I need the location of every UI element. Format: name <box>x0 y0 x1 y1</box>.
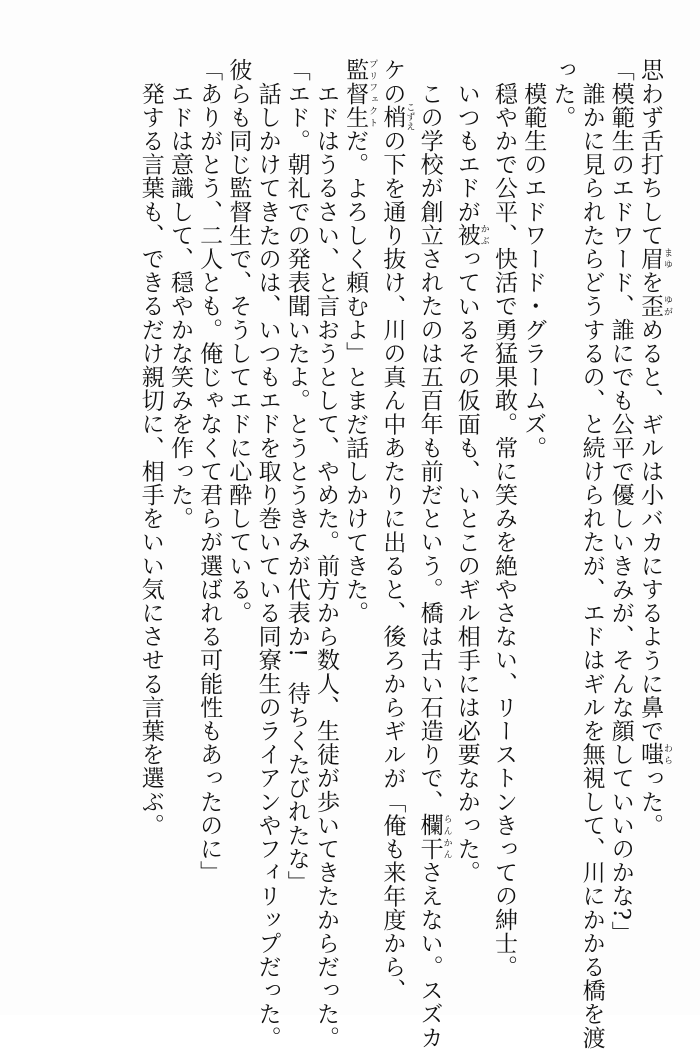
text-line <box>340 58 377 978</box>
text-run: この学校が創立されたのは五百年も前だという。橋は古い石造りで、 <box>416 58 443 814</box>
ruby-base: 眉 <box>637 246 663 271</box>
text-line <box>414 58 452 1049</box>
text-run: 模範生のエドワード・グラームズ。 <box>520 58 547 460</box>
text-line <box>194 58 223 978</box>
furigana-word <box>342 58 378 129</box>
text-line <box>165 58 194 978</box>
text-run: 思わず舌打ちして <box>637 58 663 247</box>
text-run: いつもエドが <box>453 58 480 224</box>
text-line <box>576 58 605 1049</box>
furigana-word <box>453 223 489 247</box>
text-line <box>377 58 415 1003</box>
text-line <box>452 58 489 978</box>
ruby-reading: かぶ <box>478 223 489 247</box>
text-run: を <box>637 270 663 295</box>
ruby-reading: プリフェクト <box>367 58 378 129</box>
text-line <box>518 58 547 978</box>
text-run: 誰かに見られたらどうするの、と続けられたが、エドはギルを無視して、川にかかる橋を渡 <box>578 58 605 1049</box>
text-run: った。 <box>549 58 576 129</box>
text-line <box>635 58 672 978</box>
furigana-word <box>637 742 672 767</box>
ruby-reading: ゆが <box>662 294 672 318</box>
text-line <box>547 58 576 978</box>
text-run: の下を通り抜け、川の真ん中あたりに出ると、後ろからギルが「俺も来年度から、 <box>379 128 406 1003</box>
ruby-base: 梢 <box>379 102 406 132</box>
ruby-base: 歪 <box>637 294 663 318</box>
furigana-word <box>416 813 452 861</box>
vertical-text-body <box>136 58 672 1049</box>
text-run: 話しかけてきたのは、いつもエドを取り巻いている同寮生のライアンやフィリップだった。 <box>254 58 281 1049</box>
text-run: めると、ギルは小バカにするように鼻で <box>637 317 663 743</box>
text-line <box>136 58 165 978</box>
ruby-reading: こずえ <box>404 102 415 132</box>
text-line <box>606 58 635 978</box>
text-run: 発する言葉も、できるだけ親切に、相手をいい気にさせる言葉を選ぶ。 <box>137 58 164 837</box>
text-run: だ。よろしく頼むよ」とまだ話しかけてきた。 <box>342 128 369 625</box>
furigana-word <box>379 102 415 132</box>
ruby-base: 監督生 <box>342 58 369 129</box>
text-line <box>489 58 518 978</box>
ruby-reading: まゆ <box>662 246 672 271</box>
text-line <box>252 58 281 1049</box>
text-run: エドは意識して、穏やかな笑みを作った。 <box>166 58 193 530</box>
text-run: 「模範生のエドワード、誰にでも公平で優しいきみが、そんな顔していいのかな?」 <box>607 58 634 945</box>
text-run: 「エド。朝礼での発表聞いたよ。とうとうきみが代表か! 待ちくたびれたな」 <box>283 58 310 894</box>
text-line <box>282 58 311 978</box>
ruby-base: 嗤 <box>637 742 663 767</box>
ruby-reading: らんかん <box>441 813 452 861</box>
ruby-reading: わら <box>662 742 672 767</box>
ruby-base: 欄干 <box>416 813 443 861</box>
text-line <box>223 58 252 978</box>
text-run: さえない。スズカ <box>416 860 443 1049</box>
text-run: った。 <box>637 766 663 837</box>
text-run: ケの <box>379 58 406 106</box>
furigana-word <box>637 294 672 318</box>
text-run: 「ありがとう、二人とも。俺じゃなくて君らが選ばれる可能性もあったのに」 <box>196 58 223 884</box>
text-run: っているその仮面も、いとこのギル相手には必要なかった。 <box>453 246 480 885</box>
text-run: 穏やかで公平、快活で勇猛果敢。常に笑みを絶やさない、リーストンきっての紳士。 <box>490 58 517 979</box>
furigana-word <box>637 246 672 271</box>
text-line <box>311 58 340 1049</box>
ruby-base: 被 <box>453 223 480 247</box>
text-run: エドはうるさい、と言おうとして、やめた。前方から数人、生徒が歩いてきたからだった。 <box>312 58 339 1049</box>
text-run: 彼らも同じ監督生で、そうしてエドに心酔している。 <box>225 58 252 625</box>
